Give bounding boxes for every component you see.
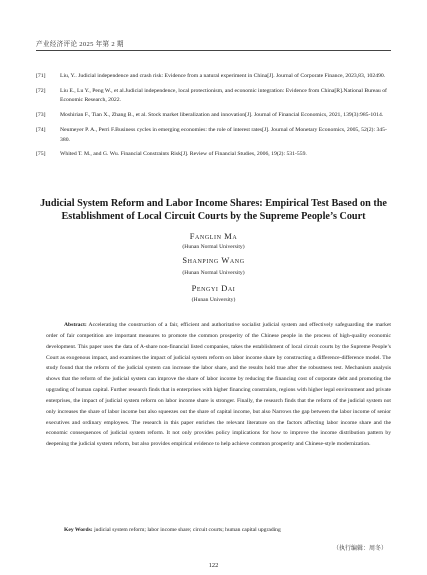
reference-item (36, 126, 391, 145)
editor-note: （执行编辑：周冬） (332, 546, 387, 552)
reference-number: [71] (36, 73, 46, 79)
author-name: Fanglin Ma (189, 232, 238, 241)
reference-text: Whited T. M., and G. Wu. Financial Constraints Risk[J]. Review of Financial Studies, 2006, 19(2): 531-559. (60, 151, 307, 158)
author-name: Pengyi Dai (191, 284, 236, 293)
reference-number: [72] (36, 87, 46, 94)
keywords-label: Key Words: (64, 527, 93, 533)
abstract-text: Accelerating the construction of a fair, efficient and authoritative socialist judicial system and effectively safeguarding the market order of fair competition are important measures to promote the common prosperity of the Chinese people in the process of high-quality economic development. This paper uses the data of A-share non-financial listed companies, takes the establishment of local circuit courts by the Supreme People’s Court as exogenous impact, and examines the impact of judicial system reform on labor income share by constructing a difference-difference model. The study found that the reform of the judicial system can increase the labor share, and the results hold true after the robustness test. Mechanism analysis shows that the reform of the judicial system can improve the share of labor income by reducing the financing cost of corporate debt and promoting the upgrading of human capital. Further research finds that in enterprises with higher financing constraints, regions with higher legal environment and private enterprises, the impact of judicial system reform on labor income share is stronger. Finally, the research finds that the reform of the judicial system not only increases the share of labor income but also squeezes out the share of capital income, but also Narrows the gap between the labor income of senior executives and ordinary employees. The research in this paper enriches the relevant literature on the factors affecting labor income share and the economic consequences of judicial system reform. It not only provides policy implications for how to improve the income distribution pattern by deepening the judicial system reform, but also provides empirical evidence to help achieve common prosperity and Chinese-style modernization. (46, 322, 391, 448)
author-affiliation: (Hunan Normal University) (182, 244, 245, 250)
author-affiliation: (Hunan Normal University) (182, 270, 245, 276)
author-affiliation: (Hunan University) (191, 297, 236, 303)
article-title: Judicial System Reform and Labor Income Shares: Empirical Test Based on the Establishment of Local Circuit Courts by the Supreme People’s Court (40, 198, 387, 223)
keywords (46, 525, 391, 535)
abstract (46, 320, 391, 450)
reference-number: [74] (36, 126, 46, 133)
reference-list (36, 72, 391, 165)
author-name: Shanping Wang (182, 256, 245, 265)
reference-item (36, 87, 391, 106)
reference-text: Liu, Y.. Judicial independence and crash risk: Evidence from a natural experiment in China[J]. Journal of Corporate Finance, 2023,83, 102490. (60, 73, 386, 79)
reference-item (36, 150, 391, 160)
reference-number: [75] (36, 151, 46, 158)
reference-text: Neumeyer P. A., Perri F.Business cycles in emerging economies: the role of interest rates[J]. Journal of Monetary Economics, 2005, 52(2): 345-380. (60, 126, 387, 143)
reference-text: Moshirian F., Tian X., Zhang B., et al. Stock market liberalization and innovation[J]. Journal of Financial Economics, 2021, 139(3):985-1014. (60, 112, 384, 119)
reference-item (36, 111, 391, 121)
reference-text: Liu E., Lu Y., Peng W., et al.Judicial independence, local protectionism, and economic integration: Evidence from China[R].National Bureau of Economic Research, 2022. (60, 87, 387, 104)
running-header: 产业经济评论 2025 年第 2 期 (36, 41, 124, 48)
abstract-label: Abstract: (64, 322, 87, 328)
reference-item (36, 72, 391, 82)
keywords-text: judicial system reform; labor income share; circuit courts; human capital upgrading (94, 527, 281, 533)
page-number: 122 (208, 562, 219, 569)
reference-number: [73] (36, 112, 46, 119)
header-rule (36, 50, 391, 51)
